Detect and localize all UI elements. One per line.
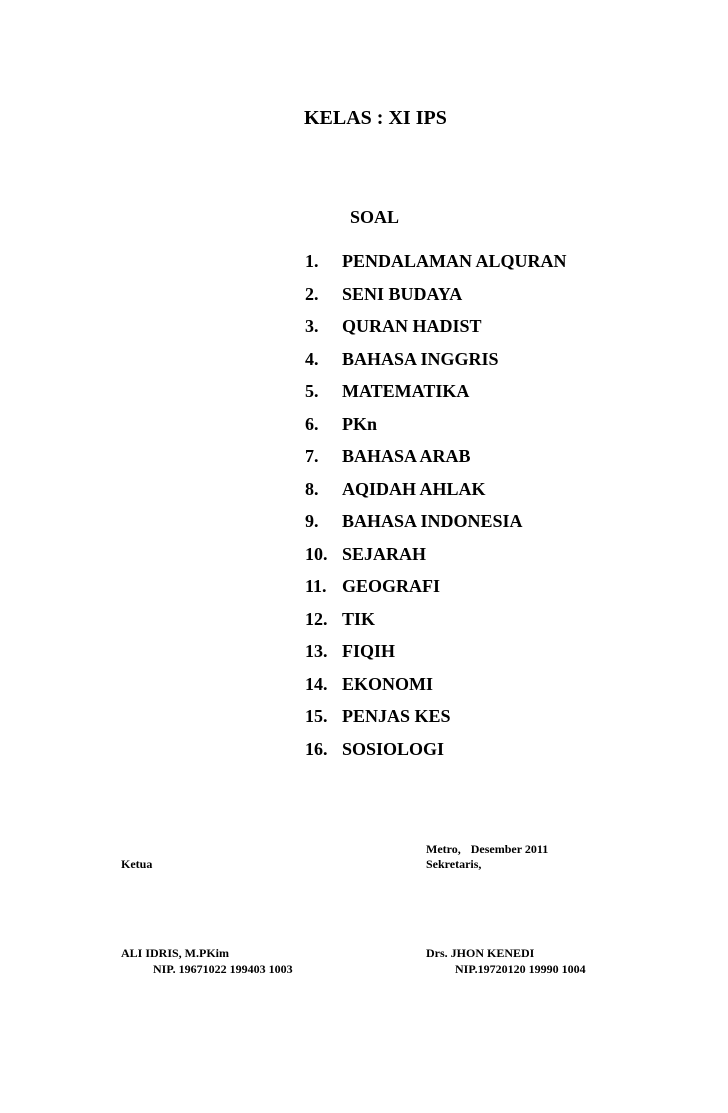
subject-name: BAHASA INGGRIS: [342, 348, 499, 369]
ketua-nip: NIP. 19671022 199403 1003: [153, 962, 293, 976]
ketua-role-label: Ketua: [121, 857, 153, 871]
subject-name: BAHASA ARAB: [342, 446, 471, 466]
subject-name: SEJARAH: [342, 543, 427, 564]
item-number: 10.: [305, 543, 328, 564]
sekretaris-nip: NIP.19720120 19990 1004: [455, 962, 586, 976]
subject-name: SOSIOLOGI: [342, 738, 445, 759]
subject-name: PENDALAMAN ALQURAN: [342, 251, 567, 271]
subject-name: FIQIH: [342, 641, 396, 661]
item-number: 14.: [305, 673, 328, 694]
subject-name: GEOGRAFI: [342, 576, 441, 596]
subject-name: PKn: [342, 413, 378, 434]
subject-name: TIK: [342, 608, 376, 629]
section-heading: SOAL: [350, 207, 400, 227]
item-number: 16.: [305, 738, 328, 759]
place-date: [426, 842, 548, 857]
sekretaris-role-label: Sekretaris,: [426, 857, 482, 871]
item-number: 12.: [305, 608, 328, 629]
subject-name: PENJAS KES: [342, 706, 451, 726]
item-number: 8.: [305, 478, 319, 499]
item-number: 9.: [305, 511, 319, 531]
subject-name: EKONOMI: [342, 673, 434, 694]
subject-name: MATEMATIKA: [342, 381, 470, 401]
subject-name: QURAN HADIST: [342, 316, 482, 336]
item-number: 1.: [305, 251, 319, 271]
item-number: 7.: [305, 446, 319, 466]
item-number: 13.: [305, 641, 328, 661]
item-number: 4.: [305, 348, 319, 369]
item-number: 2.: [305, 283, 319, 304]
date-text: Desember 2011: [470, 842, 549, 856]
item-number: 3.: [305, 316, 319, 336]
page-title: KELAS : XI IPS: [304, 107, 447, 129]
item-number: 5.: [305, 381, 319, 401]
item-number: 15.: [305, 706, 328, 726]
ketua-name: ALI IDRIS, M.PKim: [121, 946, 230, 960]
subject-name: BAHASA INDONESIA: [342, 511, 523, 531]
subject-name: AQIDAH AHLAK: [342, 478, 486, 499]
item-number: 11.: [305, 576, 327, 596]
item-number: 6.: [305, 413, 319, 434]
place-text: Metro,: [426, 842, 461, 856]
sekretaris-name: Drs. JHON KENEDI: [426, 946, 535, 960]
subject-name: SENI BUDAYA: [342, 283, 463, 304]
